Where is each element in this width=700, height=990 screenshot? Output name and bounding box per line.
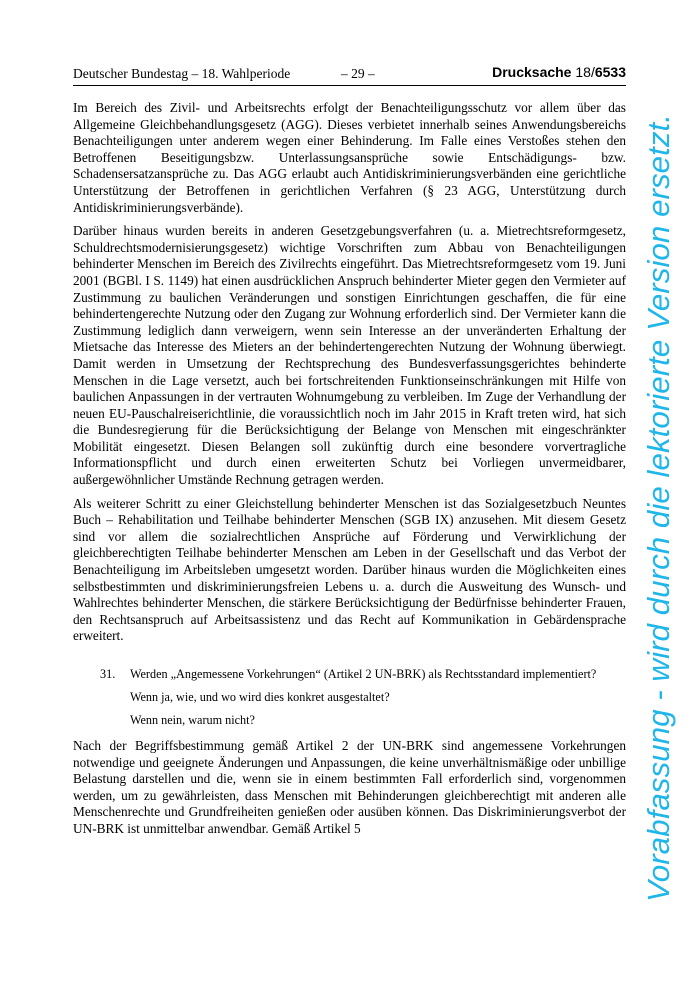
question-text: Werden „Angemessene Vorkehrungen“ (Artikel 2 UN-BRK) als Rechtsstandard implementiert? — [130, 667, 597, 681]
document-body — [73, 100, 626, 845]
header-rule — [73, 85, 626, 86]
doc-label: Drucksache — [492, 64, 572, 80]
header-parliament: Deutscher Bundestag – 18. Wahlperiode — [73, 66, 291, 81]
paragraph: Darüber hinaus wurden bereits in anderen Gesetzgebungsverfahren (u. a. Mietrechtsreformgesetz, Schuldrechtsmodernisierungsgesetz) wichtige Vorschriften zum Abbau von Benachteiligungen behinderter Menschen im Bereich des Zivilrechts eingeführt. Das Mietrechtsreformgesetz vom 19. Juni 2001 (BGBl. I S. 1149) hat einen ausdrücklichen Anspruch behinderter Mieter gegen den Vermieter auf Zustimmung zu baulichen Veränderungen und sonstigen Einrichtungen geschaffen, die für eine behindertengerechte Nutzung oder den Zugang zur Wohnung erforderlich sind. Der Vermieter kann die Zustimmung lediglich dann verweigern, wenn sein Interesse an der unveränderten Erhaltung der Mietsache das Interesse des Mieters an der behindertengerechten Nutzung der Wohnung überwiegt. Damit werden in Umsetzung der Rechtsprechung des Bundesverfassungsgerichtes behinderte Menschen in die Lage versetzt, auch bei fortschreitenden Funktionseinschränkungen mit Hilfe von baulichen Anpassungen in der vertrauten Wohnumgebung zu verbleiben. Im Zuge der Verhandlung der neuen EU-Pauschalreiserichtlinie, die voraussichtlich noch im Jahr 2015 in Kraft treten wird, hat sich die Bundesregierung für die Berücksichtigung der Belange von Menschen mit eingeschränkter Mobilität eingesetzt. Diesen Belangen soll zukünftig durch eine besondere vorvertragliche Informationspflicht und durch einen erweiterten Schutz bei Vorliegen unvermeidbarer, außergewöhnlicher Umstände Rechnung getragen werden. — [73, 223, 626, 488]
draft-watermark — [636, 112, 680, 902]
document-number — [492, 64, 626, 80]
paragraph: Als weiterer Schritt zu einer Gleichstellung behinderter Menschen ist das Sozialgesetzbuch Neuntes Buch – Rehabilitation und Teilhabe behinderter Menschen (SGB IX) anzusehen. Mit diesem Gesetz sind vor allem die sozialrechtlichen Ansprüche auf Förderung und Verwirklichung der gleichberechtigten Teilhabe behinderter Menschen am Leben in der Gesellschaft und das Verbot der Benachteiligung im Arbeitsleben umgesetzt worden. Darüber hinaus wurden die Möglichkeiten eines selbstbestimmten und diskriminierungsfreien Lebens u. a. durch die Ausweitung des Wunsch- und Wahlrechtes behinderter Menschen, die stärkere Berücksichtigung der Bedürfnisse behinderter Frauen, den Rechtsanspruch auf Arbeitsassistenz und das Recht auf Kommunikation in Gebärdensprache erweitert. — [73, 495, 626, 644]
question-sub-no: Wenn nein, warum nicht? — [130, 713, 255, 727]
paragraph: Im Bereich des Zivil- und Arbeitsrechts erfolgt der Benachteiligungsschutz vor allem über das Allgemeine Gleichbehandlungsgesetz (AGG). Dieses verbietet innerhalb seines Anwendungsbereichs Benachteiligungen unter anderem wegen einer Behinderung. Im Falle eines Verstoßes stehen den Betroffenen Beseitigungsbzw. Unterlassungsansprüche sowie Entschädigungs- bzw. Schadensersatzansprüche zu. Das AGG erlaubt auch Antidiskriminierungsverbänden eine gerichtliche Unterstützung der Betroffenen in gerichtlichen Verfahren (§ 23 AGG, Unterstützung durch Antidiskriminierungsverbände). — [73, 100, 626, 215]
watermark-svg — [636, 112, 680, 902]
question-number: 31. — [100, 667, 116, 681]
page-header — [73, 64, 626, 84]
answer-paragraph: Nach der Begriffsbestimmung gemäß Artikel 2 der UN-BRK sind angemessene Vorkehrungen notwendige und geeignete Änderungen und Anpassungen, die keine unverhältnismäßige oder unbillige Belastung darstellen und die, wenn sie in einem bestimmten Fall erforderlich sind, vorgenommen werden, um zu gewährleisten, dass Menschen mit Behinderungen gleichberechtigt mit anderen alle Menschenrechte und Grundfreiheiten genießen oder ausüben können. Das Diskriminierungsverbot der UN-BRK ist unmittelbar anwendbar. Gemäß Artikel 5 — [73, 738, 626, 836]
doc-number-bold: 6533 — [594, 64, 626, 80]
page-number: – 29 – — [341, 66, 375, 81]
question-block — [73, 667, 626, 728]
question-sub-yes: Wenn ja, wie, und wo wird dies konkret ausgestaltet? — [130, 690, 390, 704]
doc-number-plain: 18/ — [575, 64, 595, 80]
watermark-text: Vorabfassung - wird durch die lektorierte Version ersetzt. — [642, 136, 676, 902]
